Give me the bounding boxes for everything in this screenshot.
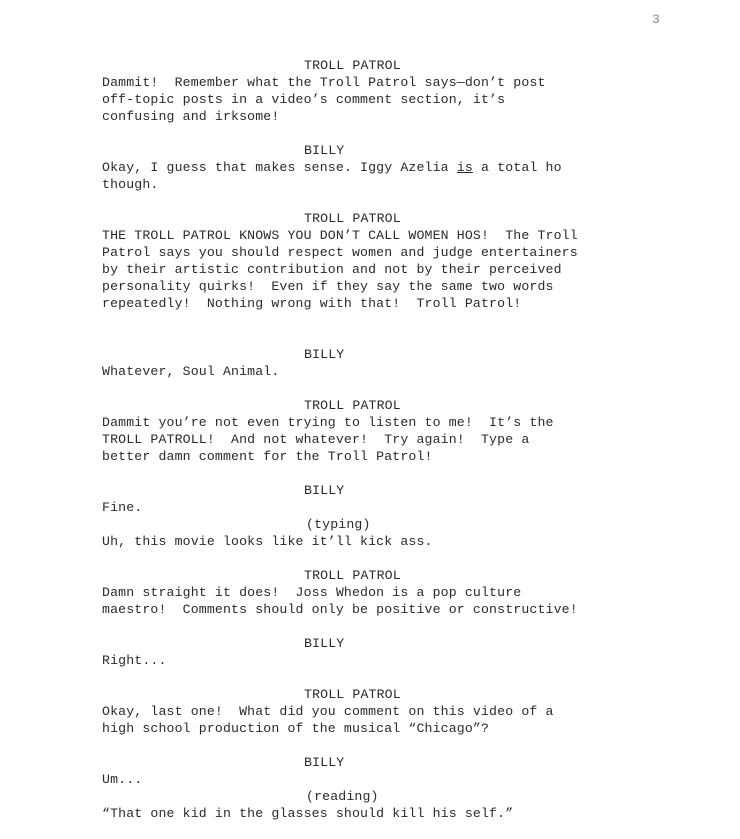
dialogue-text: Damn straight it does! Joss Whedon is a pop culture maestro! Comments should only be positive or constructive! <box>102 585 578 617</box>
dialogue-block <box>102 482 662 550</box>
dialogue-text <box>102 159 662 193</box>
character-name: BILLY <box>304 143 345 158</box>
character-name: BILLY <box>304 636 345 651</box>
dialogue-block <box>102 567 662 618</box>
parenthetical: (reading) <box>306 789 379 804</box>
page-number: 3 <box>652 12 660 27</box>
dialogue-block <box>102 210 662 312</box>
dialogue-text-part: a total ho though. <box>102 160 562 192</box>
character-name: BILLY <box>304 755 345 770</box>
dialogue-text: Fine. <box>102 500 143 515</box>
character-name: BILLY <box>304 483 345 498</box>
character-name: TROLL PATROL <box>304 211 401 226</box>
character-name: TROLL PATROL <box>304 58 401 73</box>
dialogue-block <box>102 142 662 193</box>
dialogue-text: Um... <box>102 772 143 787</box>
dialogue-block <box>102 754 662 822</box>
dialogue-text: “That one kid in the glasses should kill his self.” <box>102 806 514 821</box>
dialogue-text: Right... <box>102 653 167 668</box>
dialogue-block <box>102 635 662 669</box>
dialogue-text: Dammit you’re not even trying to listen to me! It’s the TROLL PATROLL! And not whatever! Try again! Type a better damn comment for the Troll Patrol! <box>102 415 554 464</box>
character-name: BILLY <box>304 347 345 362</box>
underlined-word: is <box>456 160 473 175</box>
character-name: TROLL PATROL <box>304 568 401 583</box>
dialogue-block <box>102 686 662 737</box>
character-name: TROLL PATROL <box>304 398 401 413</box>
character-name: TROLL PATROL <box>304 687 401 702</box>
dialogue-text: Okay, last one! What did you comment on this video of a high school production of the musical “Chicago”? <box>102 704 554 736</box>
dialogue-text: THE TROLL PATROL KNOWS YOU DON’T CALL WOMEN HOS! The Troll Patrol says you should respect women and judge entertainers by their artistic contribution and not by their perceived personality quirks! Even if they say the same two words repeatedly! Nothing wrong with that! Troll Patrol! <box>102 228 578 311</box>
screenplay-body <box>102 57 662 839</box>
dialogue-text: Dammit! Remember what the Troll Patrol says—don’t post off-topic posts in a video’s comment section, it’s confusing and irksome! <box>102 75 546 124</box>
dialogue-text: Whatever, Soul Animal. <box>102 364 280 379</box>
dialogue-text: Uh, this movie looks like it’ll kick ass. <box>102 534 433 549</box>
dialogue-block <box>102 346 662 380</box>
dialogue-block <box>102 57 662 125</box>
dialogue-block <box>102 397 662 465</box>
parenthetical: (typing) <box>306 517 371 532</box>
dialogue-text-part: Okay, I guess that makes sense. Iggy Azelia <box>102 160 457 175</box>
